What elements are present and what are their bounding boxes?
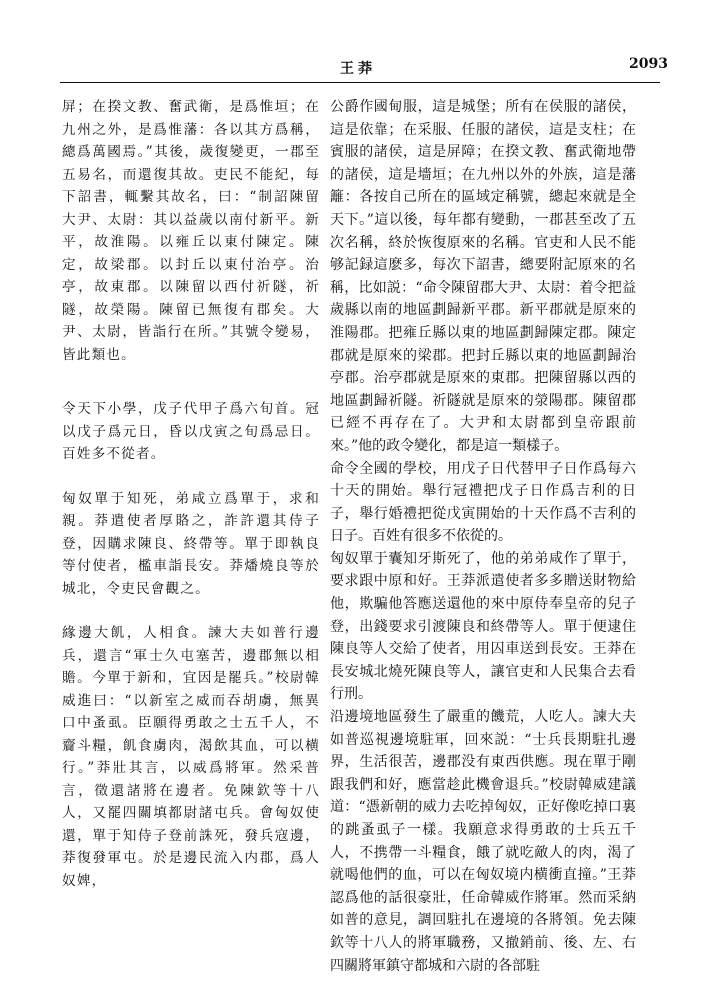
translation-paragraph-2: 命令全國的學校，用戊子日代替甲子日作爲每六十天的開始。舉行冠禮把戊子日作爲吉利的日子，舉行婚禮把從戊寅開始的十天作爲不吉利的日子。百姓有很多不依從的。: [330, 460, 636, 545]
header-title: 王莽: [340, 61, 376, 77]
classical-paragraph-3: 匈奴單于知死，弟咸立爲單于，求和親。莽遣使者厚賂之，詐許還其侍子登，因購求陳良、終帶等。單于即執良等付使者，檻車詣長安。莽燔燒良等於城北，令吏民會觀之。: [62, 490, 320, 597]
classical-paragraph-4: 緣邊大飢，人相食。諫大夫如普行邊兵，還言“軍士久屯塞苦，邊郡無以相贍。今單于新和，宜因是罷兵。”校尉韓威進曰：“以新室之威而吞胡虜，無異口中蚤虱。臣願得勇敢之士五千人，不齎斗糧，飢食虜肉，渴飲其血，可以横行。”莽壯其言，以威爲將軍。然采普言，徵還諸將在邊者。免陳欽等十八人，又罷四關填都尉諸屯兵。會匈奴使還，單于知侍子登前誅死，發兵寇邊，莽復發軍屯。於是邊民流入内郡，爲人奴婢，: [62, 625, 320, 889]
classical-text-column: [62, 96, 320, 892]
translation-paragraph-1: 公爵作國甸服，這是城堡；所有在侯服的諸侯，這是依靠；在采服、任服的諸侯，這是支柱；在賓服的諸侯，這是屏障；在揆文教、奮武衛地帶的諸侯，這是墻垣；在九州以外的外族，這是藩籬：各按自己所在的區域定稱號，總起來就是全天下。”這以後，每年都有變動，一郡甚至改了五次名稱，終於恢復原來的名稱。官吏和人民不能够記録這麽多，每次下詔書，總要附記原來的名稱，比如説：“命令陳留郡大尹、太尉：着令把益歲縣以南的地區劃歸新平郡。新平郡就是原來的淮陽郡。把雍丘縣以東的地區劃歸陳定郡。陳定郡就是原來的梁郡。把封丘縣以東的地區劃歸治亭郡。治亭郡就是原來的東郡。把陳留縣以西的地區劃歸祈隧。祈隧就是原來的滎陽郡。陳留郡已經不再存在了。大尹和太尉都到皇帝跟前來。”他的政令變化，都是這一類樣子。: [330, 99, 636, 454]
header-rule: [60, 82, 660, 83]
page-number: 2093: [629, 56, 668, 72]
translation-paragraph-4: 沿邊境地區發生了嚴重的饑荒，人吃人。諫大夫如普巡視邊境駐軍，回來説：“士兵長期駐扎邊界，生活很苦，邊郡没有東西供應。現在單于剛跟我們和好，應當趁此機會退兵。”校尉韓威建議道：“憑新朝的威力去吃掉匈奴，正好像吃掉口裏的跳蚤虱子一樣。我願意求得勇敢的士兵五千人，不携帶一斗糧食，餓了就吃敵人的肉，渴了就喝他們的血，可以在匈奴境内横衝直撞。”王莽認爲他的話很豪壯，任命韓威作將軍。然而采納如普的意見，調回駐扎在邊境的各將領。免去陳欽等十八人的將軍職務，又撤銷前、後、左、右四關將軍鎮守都城和六尉的各部駐: [330, 709, 636, 974]
translation-paragraph-3: 匈奴單于囊知牙斯死了，他的弟弟咸作了單于，要求跟中原和好。王莽派遣使者多多贈送財物給他，欺騙他答應送還他的來中原侍奉皇帝的兒子登，出錢要求引渡陳良和終帶等人。單于便逮住陳良等人交給了使者，用囚車送到長安。王莽在長安城北燒死陳良等人，讓官吏和人民集合去看行刑。: [330, 550, 636, 703]
translation-column: [330, 96, 636, 977]
classical-paragraph-1: 屏；在揆文教、奮武衛，是爲惟垣；在九州之外，是爲惟藩：各以其方爲稱，總爲萬國焉。”其後，歲復變更，一郡至五易名，而還復其故。吏民不能紀，每下詔書，輒繫其故名，曰：“制詔陳留大尹、太尉：其以益歲以南付新平。新平，故淮陽。以雍丘以東付陳定。陳定，故梁郡。以封丘以東付治亭。治亭，故東郡。以陳留以西付祈隧，祈隧，故榮陽。陳留已無復有郡矣。大尹、太尉，皆詣行在所。”其號令變易，皆此類也。: [62, 99, 320, 363]
classical-paragraph-2: 令天下小學，戊子代甲子爲六旬首。冠以戊子爲元日，昏以戊寅之旬爲忌日。百姓多不從者。: [62, 401, 320, 462]
